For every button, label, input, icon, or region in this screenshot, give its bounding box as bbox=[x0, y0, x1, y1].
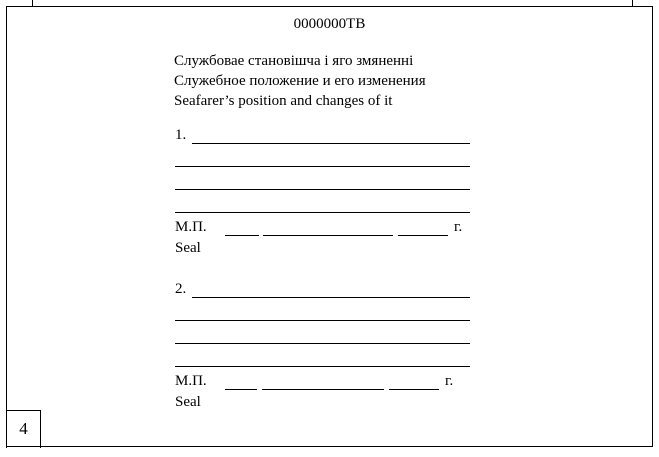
entry-2-line-2 bbox=[175, 320, 470, 321]
entry-1-year-suffix: г. bbox=[454, 219, 463, 235]
document-page bbox=[6, 6, 653, 447]
entry-1-line-4 bbox=[175, 212, 470, 213]
serial-number: 0000000ТВ bbox=[293, 16, 366, 32]
entry-2-day-blank bbox=[225, 389, 257, 390]
heading-russian: Служебное положение и его изменения bbox=[174, 73, 426, 89]
page-number-box bbox=[6, 410, 41, 448]
entry-2-year-suffix: г. bbox=[445, 373, 454, 389]
entry-1-number: 1. bbox=[175, 127, 187, 143]
section-heading bbox=[174, 51, 426, 111]
entry-2-line-1 bbox=[192, 297, 470, 298]
entry-1-line-1 bbox=[192, 143, 470, 144]
page-number: 4 bbox=[19, 419, 28, 438]
entry-2-seal-label: Seal bbox=[175, 394, 201, 410]
entry-2-stamp-label: М.П. bbox=[175, 373, 207, 389]
entry-1-line-3 bbox=[175, 189, 470, 190]
entry-1-line-2 bbox=[175, 166, 470, 167]
entry-2-number: 2. bbox=[175, 281, 187, 297]
entry-1-seal-label: Seal bbox=[175, 240, 201, 256]
entry-2-year-blank bbox=[389, 389, 439, 390]
entry-1-day-blank bbox=[225, 235, 259, 236]
entry-2-line-3 bbox=[175, 343, 470, 344]
entry-2-line-4 bbox=[175, 366, 470, 367]
heading-belarusian: Службовае становішча і яго змяненні bbox=[174, 53, 414, 69]
heading-english: Seafarer’s position and changes of it bbox=[174, 93, 393, 109]
entry-1-stamp-label: М.П. bbox=[175, 219, 207, 235]
entry-1-year-blank bbox=[398, 235, 448, 236]
entry-1-month-blank bbox=[263, 235, 393, 236]
entry-2-month-blank bbox=[262, 389, 384, 390]
